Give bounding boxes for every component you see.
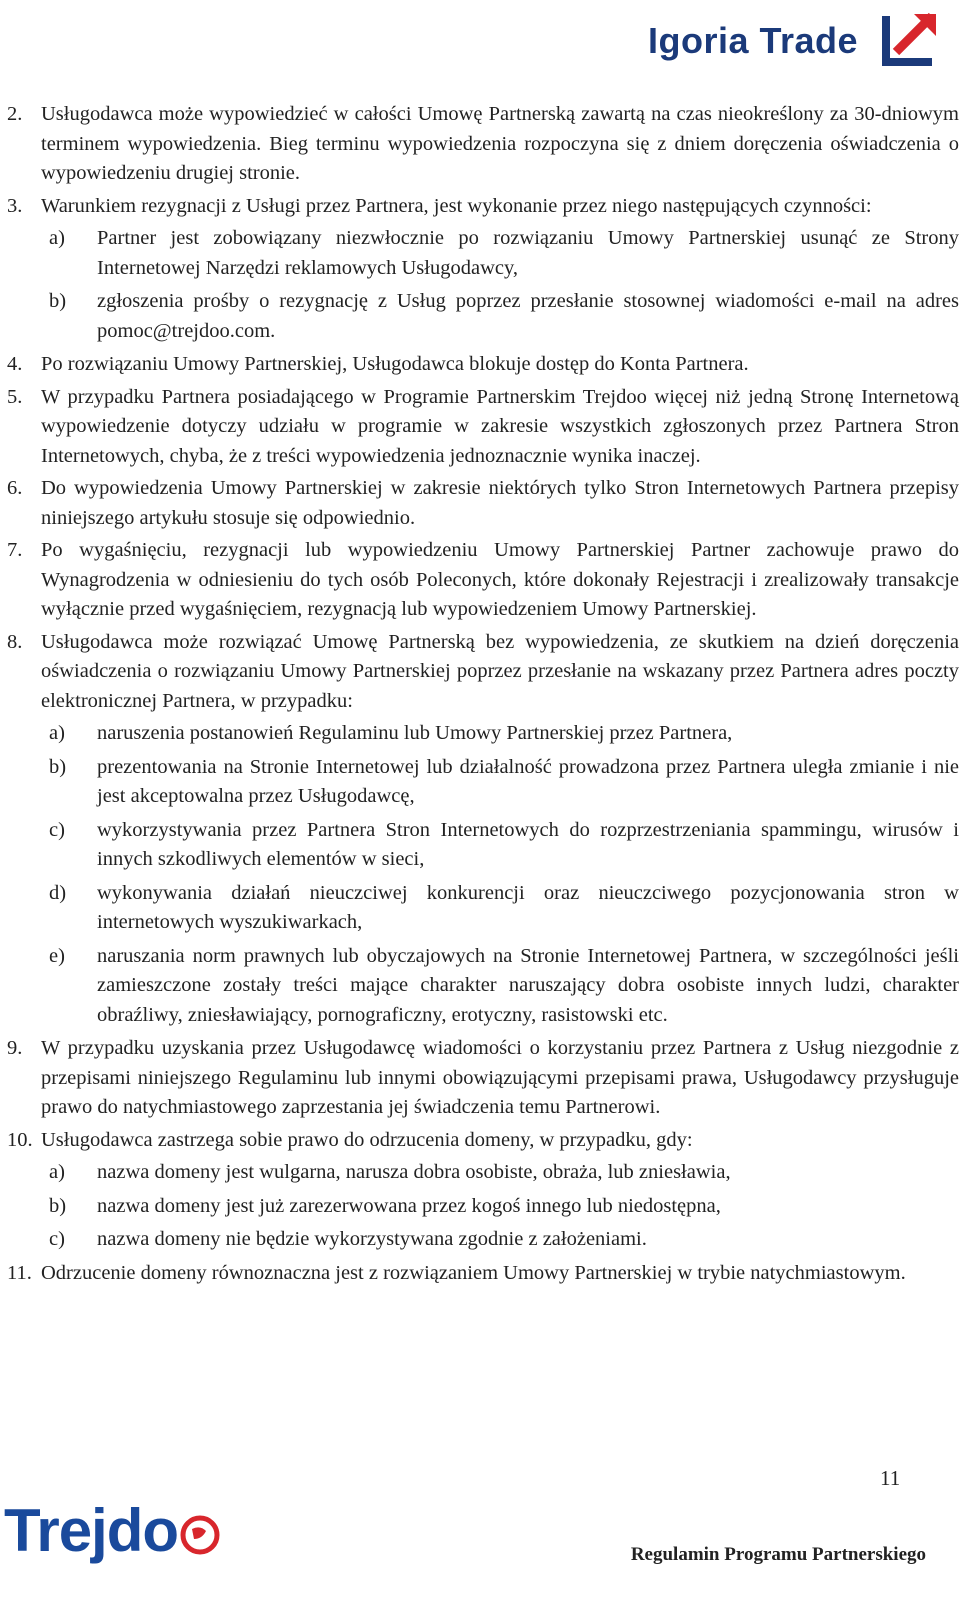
list-item-number: 11. [7, 1261, 32, 1284]
sub-list-item [41, 287, 959, 346]
list-item [7, 474, 959, 533]
list-item-number: 7. [7, 539, 23, 561]
list-item [7, 383, 959, 472]
list-item [7, 100, 959, 189]
sub-list-item-label: c) [49, 818, 65, 841]
list-item [7, 536, 959, 625]
igoria-trade-logo [648, 6, 960, 68]
sub-list-item [41, 1158, 959, 1188]
list-item [7, 350, 959, 380]
sub-list-item-text: zgłoszenia prośby o rezygnację z Usług poprzez przesłanie stosownej wiadomości e-mail na adres pomoc@trejdoo.com. [97, 290, 959, 342]
list-item-text: Usługodawca może rozwiązać Umowę Partnerską bez wypowiedzenia, ze skutkiem na dzień doręczenia oświadczenia o rozwiązaniu Umowy Partnerskiej poprzez przesłanie na wskazany przez Partnera adres poczty elektronicznej Partnera, w przypadku: [41, 630, 959, 712]
list-item-text: Odrzucenie domeny równoznaczna jest z rozwiązaniem Umowy Partnerskiej w trybie natychmiastowym. [41, 1261, 906, 1284]
sub-list-item [41, 1225, 959, 1255]
sub-list-item-text: wykorzystywania przez Partnera Stron Internetowych do rozprzestrzeniania spammingu, wirusów i innych szkodliwych elementów w sieci, [97, 818, 959, 870]
sub-list-item [41, 1192, 959, 1222]
sub-list-item-text: naruszania norm prawnych lub obyczajowych na Stronie Internetowej Partnera, w szczególności jeśli zamieszczone zostały treści mające charakter naruszający dobra osobiste innych ludzi, charakter obraźliwy, zniesławiający, pornograficzny, erotyczny, rasistowski etc. [97, 944, 959, 1026]
footer-document-title: Regulamin Programu Partnerskiego [630, 1544, 926, 1565]
sub-list-item-label: b) [49, 1194, 67, 1217]
list-item [7, 1126, 959, 1156]
sub-list-item [41, 753, 959, 812]
sub-list-item-label: a) [49, 1161, 65, 1183]
globe-icon [180, 1515, 220, 1555]
list-item [7, 1259, 959, 1289]
list-item-text: W przypadku Partnera posiadającego w Programie Partnerskim Trejdoo więcej niż jedną Stronę Internetową wypowiedzenie dotyczy udziału w programie w zakresie wszystkich zgłoszonych przez Partnera Stron Internetowych, chyba, że z treści wypowiedzenia jednoznacznie wynika inaczej. [41, 385, 959, 467]
list-item-number: 10. [7, 1128, 33, 1151]
sub-list-item-text: naruszenia postanowień Regulaminu lub Umowy Partnerskiej przez Partnera, [97, 722, 733, 744]
list-item [7, 192, 959, 222]
list-item-text: Po rozwiązaniu Umowy Partnerskiej, Usługodawca blokuje dostęp do Konta Partnera. [41, 353, 749, 375]
sub-list-item [41, 719, 959, 749]
sub-list-item [41, 942, 959, 1031]
sub-list-item-label: b) [49, 755, 67, 778]
sub-list-item-text: prezentowania na Stronie Internetowej lub działalność prowadzona przez Partnera uległa zmianie i nie jest akceptowalna przez Usługodawcę, [97, 755, 959, 807]
sub-list-item-text: nazwa domeny jest wulgarna, narusza dobra osobiste, obraża, lub zniesławia, [97, 1161, 731, 1183]
terms-content [7, 100, 959, 1291]
list-item-number: 3. [7, 194, 23, 217]
trejdoo-logo-text: Trejd [4, 1497, 143, 1564]
list-item-text: Usługodawca może wypowiedzieć w całości Umowę Partnerską zawartą na czas nieokreślony za 30-dniowym terminem wypowiedzenia. Bieg terminu wypowiedzenia rozpoczyna się z dniem doręczenia oświadczenia o wypowiedzeniu drugiej stronie. [41, 103, 959, 184]
list-item [7, 628, 959, 717]
list-item-text: Do wypowiedzenia Umowy Partnerskiej w zakresie niektórych tylko Stron Internetowych Partnera przepisy niniejszego artykułu stosuje się odpowiednio. [41, 477, 959, 529]
list-item-number: 5. [7, 385, 23, 408]
sub-list-item-text: nazwa domeny jest już zarezerwowana przez kogoś innego lub niedostępna, [97, 1194, 721, 1217]
list-item-number: 8. [7, 630, 23, 653]
list-item-number: 2. [7, 103, 23, 125]
sub-list-item-text: Partner jest zobowiązany niezwłocznie po rozwiązaniu Umowy Partnerskiej usunąć ze Strony Internetowej Narzędzi reklamowych Usługodawcy, [97, 227, 959, 279]
sub-list-item-label: a) [49, 227, 65, 249]
list-item-number: 9. [7, 1037, 23, 1059]
sub-list-item [41, 224, 959, 283]
sub-list-item-label: b) [49, 290, 67, 312]
sub-list-item-label: d) [49, 881, 67, 904]
sub-list-item-text: wykonywania działań nieuczciwej konkurencji oraz nieuczciwego pozycjonowania stron w internetowych wyszukiwarkach, [97, 881, 959, 933]
list-item-text: Warunkiem rezygnacji z Usługi przez Partnera, jest wykonanie przez niego następujących czynności: [41, 194, 872, 217]
sub-list-item-label: a) [49, 722, 65, 744]
igoria-trade-mark-icon [880, 6, 942, 68]
sub-list-item-text: nazwa domeny nie będzie wykorzystywana zgodnie z założeniami. [97, 1228, 647, 1250]
list-item [7, 1034, 959, 1123]
igoria-trade-logo-text: Igoria Trade [648, 20, 859, 61]
page-number: 11 [880, 1466, 901, 1490]
list-item-text: Usługodawca zastrzega sobie prawo do odrzucenia domeny, w przypadku, gdy: [41, 1128, 693, 1151]
trejdoo-logo-suffix: o [142, 1497, 179, 1564]
list-item-number: 6. [7, 477, 23, 499]
sub-list-item [41, 816, 959, 875]
list-item-text: W przypadku uzyskania przez Usługodawcę wiadomości o korzystaniu przez Partnera z Usług niezgodnie z przepisami niniejszego Regulaminu lub innymi obowiązującymi przepisami prawa, Usługodawcy przysługuje prawo do natychmiastowego zaprzestania jej świadczenia temu Partnerowi. [41, 1037, 959, 1118]
list-item-number: 4. [7, 353, 23, 375]
sub-list-item-label: e) [49, 944, 65, 967]
sub-list-item [41, 879, 959, 938]
sub-list-item-label: c) [49, 1228, 65, 1250]
trejdoo-logo [4, 1496, 220, 1565]
list-item-text: Po wygaśnięciu, rezygnacji lub wypowiedzeniu Umowy Partnerskiej Partner zachowuje prawo do Wynagrodzenia w odniesieniu do tych osób Poleconych, które dokonały Rejestracji i zrealizowały transakcje wyłącznie przed wygaśnięciem, rezygnacją lub wypowiedzeniem Umowy Partnerskiej. [41, 539, 959, 620]
